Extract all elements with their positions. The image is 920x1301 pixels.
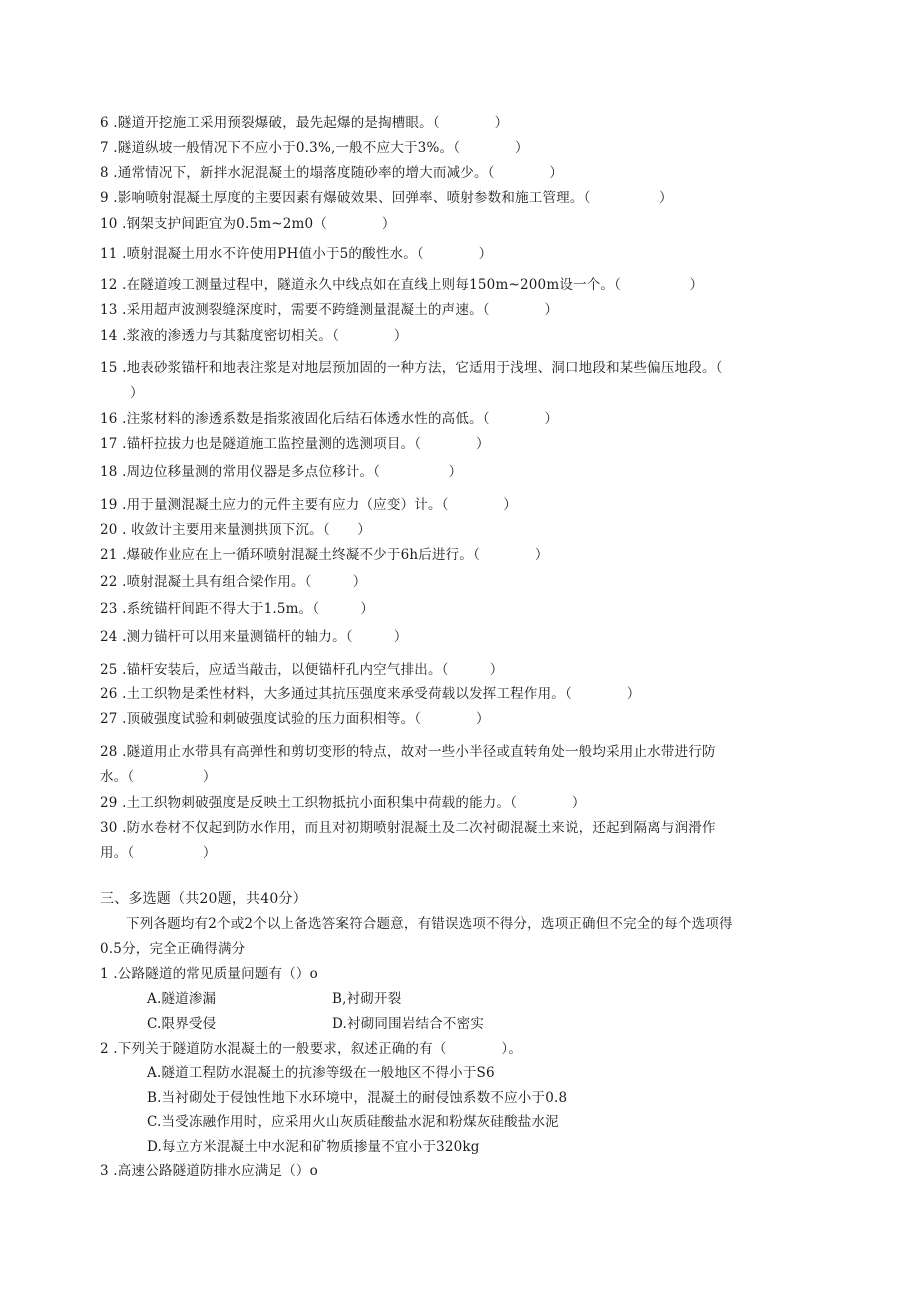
tf-item-6: 6 .隧道开挖施工采用预裂爆破，最先起爆的是掏槽眼。（ ） — [100, 115, 509, 131]
mc-item-2-option-a: A.隧道工程防水混凝土的抗渗等级在一般地区不得小于S6 — [147, 1065, 495, 1081]
mc-item-1-option-d: D.衬砌同围岩结合不密实 — [332, 1016, 485, 1032]
tf-item-20: 20 . 收敛计主要用来量测拱顶下沉。（ ） — [100, 522, 371, 538]
mc-item-2-option-c: C.当受冻融作用时，应采用火山灰质硅酸盐水泥和粉煤灰硅酸盐水泥 — [147, 1114, 559, 1130]
tf-item-30: 30 .防水卷材不仅起到防水作用，而且对初期喷射混凝土及二次衬砌混凝土来说，还起到隔离与润滑作 — [100, 820, 716, 836]
section-intro-line2: 0.5分，完全正确得满分 — [100, 941, 246, 957]
section-title: 三、多选题（共20题，共40分） — [100, 891, 307, 907]
tf-item-28: 28 .隧道用止水带具有高弹性和剪切变形的特点，故对一些小半径或直转角处一般均采用止水带进行防 — [100, 744, 716, 760]
tf-item-23: 23 .系统锚杆间距不得大于1.5m。（ ） — [100, 601, 375, 617]
tf-item-7: 7 .隧道纵坡一般情况下不应小于0.3%,一般不应大于3%。（ ） — [100, 140, 529, 156]
tf-item-14: 14 .浆液的渗透力与其黏度密切相关。（ ） — [100, 328, 408, 344]
tf-item-27: 27 .顶破强度试验和刺破强度试验的压力面积相等。（ ） — [100, 711, 490, 727]
mc-item-3: 3 .高速公路隧道防排水应满足（）o — [100, 1163, 318, 1179]
tf-item-16: 16 .注浆材料的渗透系数是指浆液固化后结石体透水性的高低。（ ） — [100, 411, 559, 427]
tf-item-15: 15 .地表砂浆锚杆和地表注浆是对地层预加固的一种方法，它适用于浅埋、洞口地段和某些偏压地段。（ — [100, 360, 723, 376]
section-intro-line1: 下列各题均有2个或2个以上备选答案符合题意，有错误选项不得分，选项正确但不完全的每个选项得 — [126, 916, 733, 932]
mc-item-2: 2 .下列关于隧道防水混凝土的一般要求，叙述正确的有（ ）。 — [100, 1041, 523, 1057]
tf-item-26: 26 .土工织物是柔性材料，大多通过其抗压强度来承受荷载以发挥工程作用。（ ） — [100, 686, 641, 702]
mc-item-2-option-b: B.当衬砌处于侵蚀性地下水环境中，混凝土的耐侵蚀系数不应小于0.8 — [147, 1090, 568, 1106]
tf-item-22: 22 .喷射混凝土具有组合梁作用。（ ） — [100, 574, 367, 590]
mc-item-2-option-d: D.每立方米混凝土中水泥和矿物质掺量不宜小于320kg — [147, 1139, 480, 1155]
tf-item-19: 19 .用于量测混凝土应力的元件主要有应力（应变）计。（ ） — [100, 497, 518, 513]
tf-item-10: 10 .钢架支护间距宜为0.5m~2m0（ ） — [100, 216, 396, 232]
tf-item-24: 24 .测力锚杆可以用来量测锚杆的轴力。（ ） — [100, 629, 408, 645]
tf-item-12: 12 .在隧道竣工测量过程中，隧道永久中线点如在直线上则每150m~200m设一个。（ ） — [100, 277, 704, 293]
mc-item-1-option-b: B,衬砌开裂 — [332, 991, 402, 1007]
tf-item-8: 8 .通常情况下，新拌水泥混凝土的塌落度随砂率的增大而减少。（ ） — [100, 165, 564, 181]
tf-item-28-cont: 水。（ ） — [100, 769, 217, 785]
tf-item-9: 9 .影响喷射混凝土厚度的主要因素有爆破效果、回弹率、喷射参数和施工管理。（ ） — [100, 190, 673, 206]
tf-item-21: 21 .爆破作业应在上一循环喷射混凝土终凝不少于6h后进行。（ ） — [100, 547, 549, 563]
tf-item-29: 29 .土工织物刺破强度是反映土工织物抵抗小面积集中荷载的能力。（ ） — [100, 795, 586, 811]
tf-item-15-cont: ） — [130, 385, 144, 401]
tf-item-25: 25 .锚杆安装后，应适当敲击，以便锚杆孔内空气排出。（ ） — [100, 662, 504, 678]
tf-item-30-cont: 用。（ ） — [100, 845, 217, 861]
mc-item-1: 1 .公路隧道的常见质量问题有（）o — [100, 966, 318, 982]
tf-item-11: 11 .喷射混凝土用水不许使用PH值小于5的酸性水。（ ） — [100, 246, 493, 262]
tf-item-17: 17 .锚杆拉拔力也是隧道施工监控量测的选测项目。（ ） — [100, 436, 490, 452]
mc-item-1-option-a: A.隧道渗漏 — [147, 991, 217, 1007]
mc-item-1-option-c: C.限界受侵 — [147, 1016, 217, 1032]
tf-item-13: 13 .采用超声波测裂缝深度时，需要不跨缝测量混凝土的声速。（ ） — [100, 302, 559, 318]
tf-item-18: 18 .周边位移量测的常用仪器是多点位移计。（ ） — [100, 464, 463, 480]
